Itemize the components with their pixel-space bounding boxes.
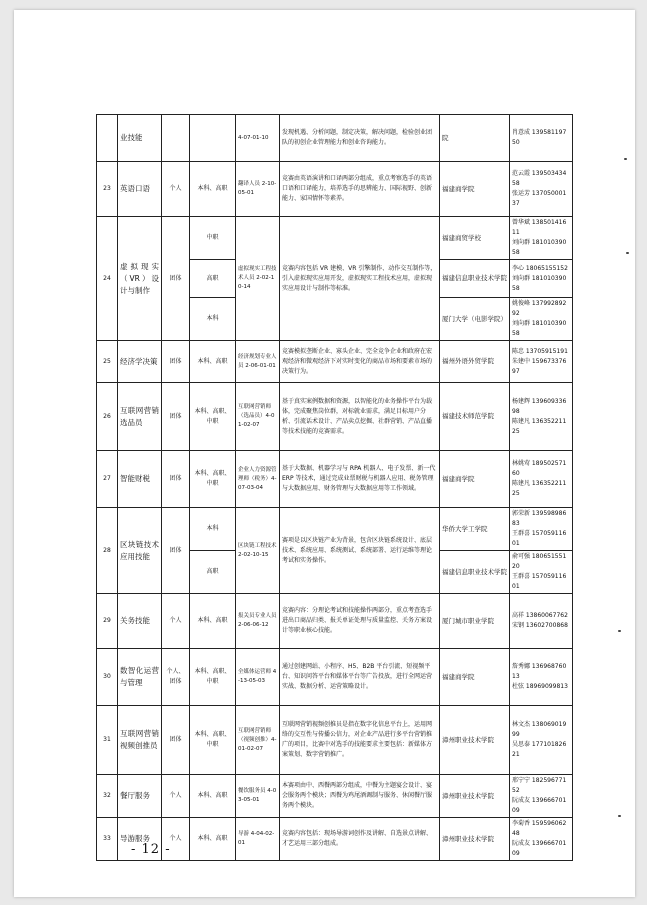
event-description: 竞赛内容包括：现场导游词创作及讲解、自选景点讲解、才艺运用三部分组成。 [280, 818, 440, 861]
participation-type: 个人 [162, 818, 190, 861]
table-row [97, 706, 573, 775]
event-name: 业技能 [118, 115, 162, 162]
participation-type: 团体 [162, 451, 190, 508]
group-level: 本科、高职、中职 [190, 451, 236, 508]
contact-line: 高祥 13860067762 [512, 612, 568, 619]
table-row [97, 115, 573, 162]
host-organization: 厦门城市职业学院 [440, 594, 510, 649]
occupation-standard: 餐饮服务员 4-03-05-01 [236, 775, 280, 818]
row-number: 25 [97, 341, 118, 383]
contact-line: 郭荣新 13959898683 [512, 510, 567, 527]
participation-type [162, 115, 190, 162]
event-description: 竞赛内容：分理论考试和技能操作两部分，重点考查选手进出口商品归类、报关单证处理与质量监控、关务方案设计等职业核心技能。 [280, 594, 440, 649]
event-description: 互联网营销视频创推员是指在数字化信息平台上，运用网络的交互性与传播公信力，对企业产品进行多平台营销推广的项目，比赛中对选手的技能要求主要包括：新媒体方案策划、数字营销推广。 [280, 706, 440, 775]
row-number: 30 [97, 649, 118, 706]
row-number: 27 [97, 451, 118, 508]
scan-speck [626, 252, 629, 254]
row-number: 32 [97, 775, 118, 818]
occupation-standard: 全媒体运营师 4-13-05-03 [236, 649, 280, 706]
event-description: 基于真实案例数据和资源，以智能化的业务操作平台为载体，完成聚焦岗位群，对标就业需求，满足目标用户分析、引流话术设计、产品卖点挖掘、社群营销、产品直播等技术技能的竞赛需求。 [280, 383, 440, 451]
host-organization: 福建技术师范学院 [440, 383, 510, 451]
contact-line: 张运芳 13705000137 [512, 190, 567, 207]
event-description: 本赛项由中、西餐两部分组成，中餐为主题宴会设计、宴会服务两个模块；西餐为鸡尾酒调制与服务、休闲餐厅服务两个模块。 [280, 775, 440, 818]
event-name: 虚拟现实（VR）设计与制作 [118, 217, 162, 341]
host-organization: 福建信息职业技术学院 [440, 260, 510, 298]
contact-line: 朱建中 15967337697 [512, 357, 567, 375]
event-name: 互联网营销视频创推员 [118, 706, 162, 775]
document-page [14, 10, 635, 897]
row-number: 23 [97, 162, 118, 217]
scan-speck [624, 158, 627, 160]
occupation-standard: 区块链工程技术 2-02-10-15 [236, 508, 280, 594]
participation-type: 团体 [162, 341, 190, 383]
scan-speck [618, 815, 621, 817]
occupation-standard: 4-07-01-10 [236, 115, 280, 162]
occupation-standard: 虚拟现实工程技术人员 2-02-10-14 [236, 217, 280, 341]
participation-type: 个人 [162, 594, 190, 649]
table-row [97, 217, 573, 260]
contact-line: 范云霞 13950343458 [512, 170, 567, 187]
contact-line: 林姚莺 18950257160 [512, 460, 567, 477]
contact-line: 林文杰 13806901999 [512, 721, 567, 738]
page-number: - 12 - [131, 842, 171, 857]
table-row [97, 775, 573, 818]
group-level: 本科 [190, 298, 236, 341]
table-row [97, 451, 573, 508]
contact-info [510, 115, 573, 162]
group-level: 高职 [190, 260, 236, 298]
group-level: 本科、高职 [190, 162, 236, 217]
participation-type: 团体 [162, 508, 190, 594]
host-organization: 漳州职业技术学院 [440, 818, 510, 861]
contact-info [510, 594, 573, 649]
group-level: 本科 [190, 508, 236, 551]
table-row [97, 508, 573, 551]
contact-info [510, 162, 573, 217]
participation-type: 团体 [162, 383, 190, 451]
table-body [97, 115, 573, 861]
participation-type: 团体 [162, 706, 190, 775]
participation-type: 个人 [162, 775, 190, 818]
contact-info [510, 551, 573, 594]
participation-type: 团体 [162, 217, 190, 341]
contact-line: 陈建凡 13635221125 [512, 480, 567, 497]
host-organization: 福建商学院 [440, 451, 510, 508]
contact-line: 杨建辉 13960933698 [512, 397, 567, 415]
host-organization: 福建商学院 [440, 649, 510, 706]
host-organization: 漳州职业技术学院 [440, 706, 510, 775]
host-organization: 院 [440, 115, 510, 162]
contact-info [510, 341, 573, 383]
event-description: 通过创建网站、小程序、H5、B2B 平台引流、短视频平台、知识问答平台和媒体平台等广告投放，进行全网运营实战、数据分析、运营策略设计。 [280, 649, 440, 706]
event-description: 竞赛内容包括 VR 建模、VR 引擎制作、动作交互制作等，引入虚拟现实应用开发，虚拟现实工程技术应用，虚拟现实应用设计与制作等标准。 [280, 217, 440, 341]
row-number: 33 [97, 818, 118, 861]
event-description: 赛项是以区块链产业为背景，包含区块链系统设计、底层技术、系统应用、系统测试、系统部署、运行运维等理论考试和实务操作。 [280, 508, 440, 594]
table-row [97, 594, 573, 649]
event-name: 互联网营销选品员 [118, 383, 162, 451]
row-number: 28 [97, 508, 118, 594]
group-level: 本科、高职 [190, 594, 236, 649]
group-level: 中职 [190, 217, 236, 260]
event-name: 餐厅服务 [118, 775, 162, 818]
host-organization: 福建信息职业技术学院 [440, 551, 510, 594]
contact-line: 李心 18065155152 [512, 264, 568, 272]
contact-info [510, 260, 573, 298]
event-name: 导游服务 [118, 818, 162, 861]
contact-line: 陈建凡 13635221125 [512, 417, 567, 435]
occupation-standard: 翻译人员 2-10-05-01 [236, 162, 280, 217]
contact-info [510, 775, 573, 818]
event-description: 竞赛由英语演讲和口译两部分组成，重点考察选手的英语口语和口译能力，培养选手的思辨能力、国际视野、创新能力、家国情怀等素养。 [280, 162, 440, 217]
contact-line: 杜弦 18969099813 [512, 683, 568, 690]
participation-type: 个人、团体 [162, 649, 190, 706]
contact-line: 詹秀娜 13696876013 [512, 663, 567, 680]
contact-info [510, 649, 573, 706]
row-number [97, 115, 118, 162]
host-organization: 漳州职业技术学院 [440, 775, 510, 818]
row-number: 29 [97, 594, 118, 649]
contact-line: 邢宁宁 18259677152 [512, 777, 567, 794]
contact-line: 王群喜 15705911601 [512, 573, 567, 590]
contact-line: 李菊香 15959606248 [512, 820, 567, 837]
contact-line: 陈忠 13705915191 [512, 347, 568, 355]
event-name: 智能财税 [118, 451, 162, 508]
contact-line: 王群喜 15705911601 [512, 530, 567, 547]
row-number: 26 [97, 383, 118, 451]
contact-info [510, 508, 573, 551]
contact-line: 曾华斌 13850141611 [512, 219, 567, 236]
event-name: 经济学决策 [118, 341, 162, 383]
contact-line: 姚俊峰 13799289292 [512, 300, 567, 317]
group-level [190, 115, 236, 162]
contact-info [510, 217, 573, 260]
table-row [97, 649, 573, 706]
table-row [97, 383, 573, 451]
occupation-standard: 企业人力资源管理师（税务）4-07-03-04 [236, 451, 280, 508]
contact-line: 阮成友 13966670109 [512, 797, 567, 814]
group-level: 本科、高职、中职 [190, 706, 236, 775]
occupation-standard: 导游 4-04-02-01 [236, 818, 280, 861]
row-number: 24 [97, 217, 118, 341]
contact-line: 阮成友 13966670109 [512, 840, 567, 857]
contact-line: 刘向群 18101039058 [512, 239, 567, 256]
group-level: 本科、高职、中职 [190, 383, 236, 451]
group-level: 本科、高职 [190, 341, 236, 383]
scan-speck [618, 630, 621, 632]
occupation-standard: 经济规划专业人员 2-06-01-01 [236, 341, 280, 383]
event-description: 竞赛模拟垄断企业、寡头企业、完全竞争企业和政府在宏观经济和微观经济下对实时变化的商品市场和要素市场的决策行为。 [280, 341, 440, 383]
group-level: 高职 [190, 551, 236, 594]
competition-table [96, 114, 573, 861]
host-organization: 福州外语外贸学院 [440, 341, 510, 383]
occupation-standard: 互联网营销师（视频创推）4-01-02-07 [236, 706, 280, 775]
contact-line: 吴思泰 17710182621 [512, 741, 567, 758]
host-organization: 厦门大学（电影学院） [440, 298, 510, 341]
host-organization: 华侨大学工学院 [440, 508, 510, 551]
event-name: 关务技能 [118, 594, 162, 649]
contact-info [510, 451, 573, 508]
contact-line: 刘向群 18101039058 [512, 274, 567, 292]
contact-line: 宋钢 13602700868 [512, 622, 568, 629]
contact-line: 俞可强 18065155120 [512, 553, 567, 570]
contact-info [510, 298, 573, 341]
host-organization: 福建商学院 [440, 162, 510, 217]
table-row [97, 341, 573, 383]
group-level: 本科、高职 [190, 818, 236, 861]
table-row [97, 162, 573, 217]
host-organization: 福建商贸学校 [440, 217, 510, 260]
occupation-standard: 报关员专业人员 2-06-06-12 [236, 594, 280, 649]
participation-type: 个人 [162, 162, 190, 217]
occupation-standard: 互联网营销师（选品员）4-01-02-07 [236, 383, 280, 451]
contact-info [510, 706, 573, 775]
event-name: 数智化运营与管理 [118, 649, 162, 706]
event-description: 发现机遇、分析问题，制定决策，解决问题，检验创业团队的初创企业管理能力和创业咨询能力。 [280, 115, 440, 162]
contact-info [510, 818, 573, 861]
row-number: 31 [97, 706, 118, 775]
contact-info [510, 383, 573, 451]
group-level: 本科、高职、中职 [190, 649, 236, 706]
contact-line: 刘向群 18101039058 [512, 320, 567, 337]
event-name: 区块链技术应用技能 [118, 508, 162, 594]
event-name: 英语口语 [118, 162, 162, 217]
contact-line: 肖意成 13958119750 [512, 129, 567, 146]
event-description: 基于大数据、机器学习与 RPA 机器人、电子发票、新一代 ERP 等技术，通过完成业票财税与机器人应用、税务管理与大数据应用、财务管理与大数据应用等工作领域。 [280, 451, 440, 508]
group-level: 本科、高职 [190, 775, 236, 818]
